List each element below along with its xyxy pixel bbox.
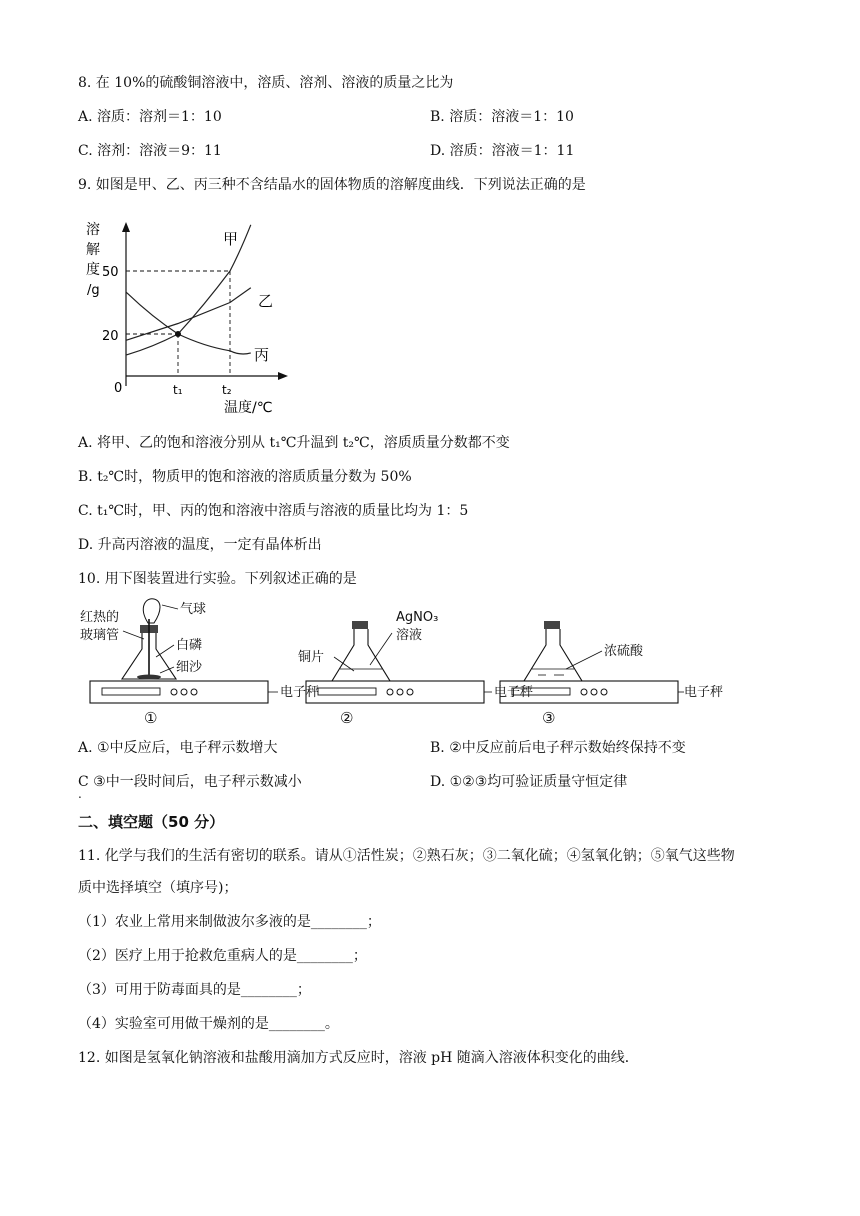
- q9-stem: 9. 如图是甲、乙、丙三种不含结晶水的固体物质的溶解度曲线．下列说法正确的是: [78, 177, 586, 193]
- q9-option-a: A. 将甲、乙的饱和溶液分别从 t₁℃升温到 t₂℃，溶质质量分数都不变: [78, 435, 510, 451]
- chart-ylabel-4: /g: [87, 283, 100, 298]
- a1-label-hot-tube-1: 红热的: [80, 610, 120, 625]
- a3-scale-label: 电子秤: [684, 685, 724, 700]
- y-tick-20: 20: [102, 329, 119, 344]
- q11-sub-3: （3）可用于防毒面具的是________；: [78, 982, 311, 998]
- x-tick-t1: t₁: [173, 383, 183, 397]
- y-axis-arrow: [122, 222, 130, 232]
- a2-label-solution-1: AgNO₃: [396, 610, 439, 625]
- a1-label-phosphorus: 白磷: [176, 638, 203, 653]
- q9-option-b: B. t₂℃时，物质甲的饱和溶液的溶质质量分数为 50%: [78, 469, 412, 485]
- series-label-bing: 丙: [254, 346, 270, 364]
- q11-stem-2: 质中选择填空（填序号)；: [78, 880, 238, 896]
- q10-stem: 10. 用下图装置进行实验。下列叙述正确的是: [78, 571, 357, 587]
- q8-option-b: B. 溶质：溶液＝1：10: [430, 109, 574, 125]
- apparatus-3: [500, 621, 723, 727]
- apparatus-1: [80, 599, 319, 727]
- solubility-chart: [78, 210, 298, 420]
- q8-option-c: C. 溶剂：溶液＝9：11: [78, 143, 222, 159]
- curve-yi: [126, 288, 251, 341]
- q11-sub-2: （2）医疗上用于抢救危重病人的是________；: [78, 948, 367, 964]
- q11-sub-4: （4）实验室可用做干燥剂的是________。: [78, 1016, 339, 1032]
- q8-stem: 8. 在 10%的硫酸铜溶液中，溶质、溶剂、溶液的质量之比为: [78, 75, 454, 91]
- q10-option-d: D. ①②③均可验证质量守恒定律: [430, 774, 628, 790]
- x-tick-t2: t₂: [222, 383, 232, 397]
- chart-ylabel-3: 度: [86, 262, 100, 278]
- a2-number: ②: [340, 709, 354, 727]
- series-label-yi: 乙: [258, 292, 274, 310]
- a1-label-sand: 细沙: [176, 660, 203, 675]
- q11-sub-1: （1）农业上常用来制做波尔多液的是________；: [78, 914, 381, 930]
- apparatus-2: [298, 610, 533, 727]
- q9-option-d: D. 升高丙溶液的温度，一定有晶体析出: [78, 537, 322, 553]
- a1-scale-label: 电子秤: [280, 685, 320, 700]
- x-axis-arrow: [278, 372, 288, 380]
- chart-ylabel-2: 解: [86, 242, 100, 258]
- a1-label-balloon: 气球: [180, 602, 207, 617]
- intersection-point: [175, 331, 181, 337]
- a1-label-hot-tube-2: 玻璃管: [80, 628, 120, 643]
- chart-xlabel: 温度/℃: [224, 400, 273, 416]
- apparatus-figure: [78, 595, 724, 735]
- q8-option-a: A. 溶质：溶剂＝1：10: [78, 109, 222, 125]
- q8-option-d: D. 溶质：溶液＝1：11: [430, 143, 575, 159]
- q10-option-c: C ③中一段时间后，电子秤示数减小: [78, 774, 302, 790]
- q10-option-a: A. ①中反应后，电子秤示数增大: [78, 740, 278, 756]
- a2-label-copper: 铜片: [298, 650, 325, 665]
- section-2-title: 二、填空题（50 分）: [78, 813, 225, 831]
- series-label-jia: 甲: [223, 230, 239, 248]
- a3-number: ③: [542, 709, 556, 727]
- a3-label-acid: 浓硫酸: [604, 644, 644, 659]
- q12-stem: 12. 如图是氢氧化钠溶液和盐酸用滴加方式反应时，溶液 pH 随滴入溶液体积变化的曲线．: [78, 1050, 639, 1066]
- a1-number: ①: [144, 709, 158, 727]
- q10-option-b: B. ②中反应前后电子秤示数始终保持不变: [430, 740, 686, 756]
- a2-label-solution-2: 溶液: [396, 628, 423, 643]
- y-tick-50: 50: [102, 265, 119, 280]
- q9-option-c: C. t₁℃时，甲、丙的饱和溶液中溶质与溶液的质量比均为 1：5: [78, 503, 469, 519]
- x-tick-0: 0: [114, 381, 123, 396]
- a2-scale-label: 电子秤: [494, 685, 534, 700]
- q10-option-c-dot: .: [78, 787, 82, 801]
- q11-stem-1: 11. 化学与我们的生活有密切的联系。请从①活性炭；②熟石灰；③二氧化硫；④氢氧化钠；⑤氧气这些物: [78, 848, 735, 864]
- chart-ylabel-1: 溶: [86, 222, 100, 238]
